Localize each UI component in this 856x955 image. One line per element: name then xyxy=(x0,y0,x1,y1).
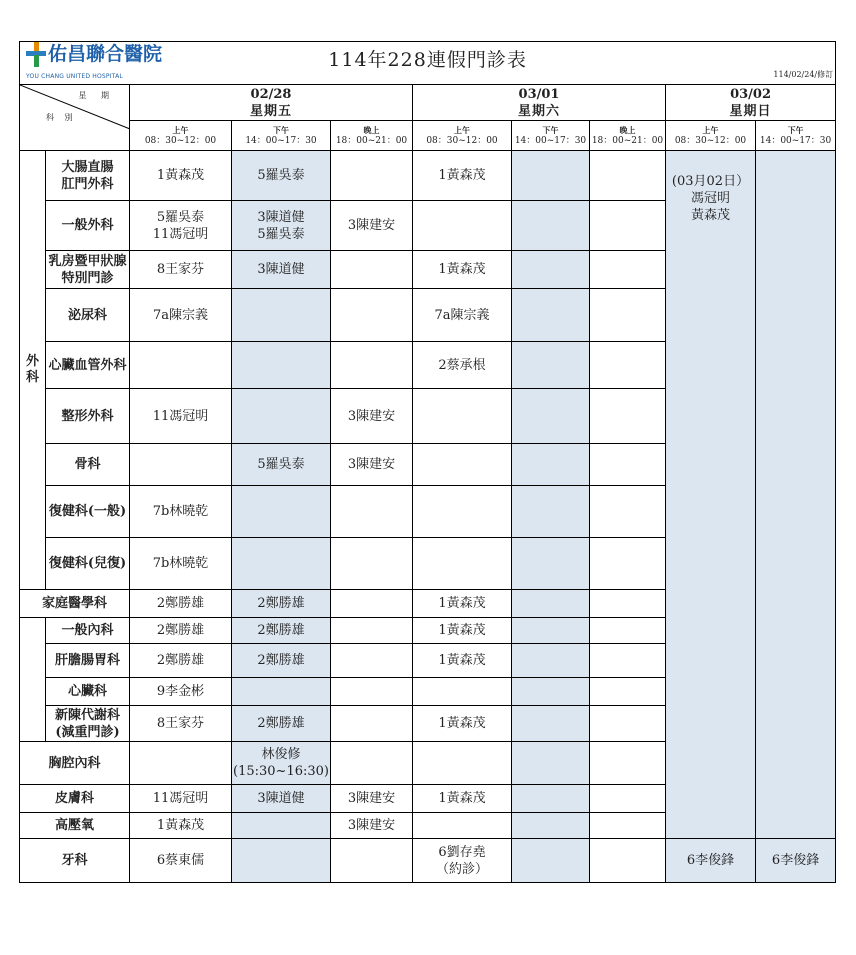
dept-name xyxy=(46,151,130,201)
schedule-cell-fri-pm xyxy=(232,389,331,444)
slot-header: 下午 14：00~17：30 xyxy=(232,121,331,151)
day-weekday: 星期六 xyxy=(517,103,560,119)
cell-text: 8王家芬 xyxy=(156,716,205,731)
dept-name xyxy=(20,785,130,813)
cell-text: 2鄭勝雄 xyxy=(156,653,205,668)
cell-text: 1黃森茂 xyxy=(438,791,486,806)
schedule-cell-sat-am xyxy=(413,289,512,342)
schedule-cell-fri-am xyxy=(130,389,232,444)
schedule-cell-sat-pm xyxy=(512,251,590,289)
cell-text: 黃森茂 xyxy=(690,208,730,223)
cell-text: 7b林曉乾 xyxy=(152,556,209,571)
cell-text: 特別門診 xyxy=(61,270,114,286)
schedule-cell-sat-ev xyxy=(590,618,666,644)
schedule-cell-fri-pm xyxy=(232,151,331,201)
cell-text: 3陳建安 xyxy=(347,408,396,424)
sunday-pm-cell xyxy=(756,151,836,839)
cell-text: 3陳道健 xyxy=(257,791,305,806)
cell-text: 7a陳宗義 xyxy=(434,307,490,323)
schedule-cell-fri-ev xyxy=(331,486,413,538)
schedule-cell-fri-am xyxy=(130,486,232,538)
cell-text: 林俊修 xyxy=(261,747,301,762)
sunday-am-note xyxy=(666,151,756,839)
schedule-cell-sat-ev xyxy=(590,151,666,201)
cell-text: 3陳建安 xyxy=(347,791,396,806)
schedule-cell-fri-am xyxy=(130,618,232,644)
cell-text: 5羅吳泰 xyxy=(156,209,205,225)
clinic-schedule-sheet xyxy=(19,41,835,877)
schedule-cell-fri-pm xyxy=(232,342,331,389)
cell-text: 11馮冠明 xyxy=(152,408,209,424)
schedule-cell-sat-ev xyxy=(590,538,666,590)
dept-name xyxy=(46,289,130,342)
dept-name xyxy=(46,706,130,742)
corner-weekday-label: 星 期 xyxy=(78,91,115,100)
cell-text: 3陳建安 xyxy=(347,457,396,472)
slot-header: 上午 08：30~12：00 xyxy=(130,121,232,151)
cell-text: 2鄭勝雄 xyxy=(156,596,205,611)
schedule-cell-sat-pm xyxy=(512,444,590,486)
cell-text: 泌尿科 xyxy=(67,307,107,323)
schedule-cell-fri-am xyxy=(130,706,232,742)
schedule-cell-fri-pm xyxy=(232,486,331,538)
schedule-cell-fri-pm xyxy=(232,706,331,742)
cell-text: 肝膽腸胃科 xyxy=(54,653,120,668)
schedule-cell-sat-pm xyxy=(512,742,590,785)
group-surgery xyxy=(20,151,46,590)
cell-text: 6蔡東儒 xyxy=(156,853,205,868)
cell-text: (減重門診) xyxy=(55,724,120,740)
schedule-cell-sat-pm xyxy=(512,389,590,444)
cell-text: 家庭醫學科 xyxy=(41,596,107,611)
day-weekday: 星期日 xyxy=(729,103,772,119)
cell-text: 1黃森茂 xyxy=(438,716,486,731)
slot-header: 下午 14：00~17：30 xyxy=(512,121,590,151)
schedule-cell-fri-am xyxy=(130,813,232,839)
schedule-cell-sat-ev xyxy=(590,742,666,785)
schedule-cell-fri-pm xyxy=(232,813,331,839)
cell-text: 2鄭勝雄 xyxy=(257,716,305,731)
schedule-cell-sat-pm xyxy=(512,289,590,342)
schedule-cell-sun-am xyxy=(666,839,756,883)
group-label: 外科 xyxy=(25,354,39,385)
day-date: 03/01 xyxy=(518,86,560,102)
schedule-cell-fri-am xyxy=(130,590,232,618)
dept-name xyxy=(46,251,130,289)
schedule-cell-fri-am xyxy=(130,839,232,883)
schedule-cell-sat-am xyxy=(413,251,512,289)
schedule-cell-sat-pm xyxy=(512,618,590,644)
cell-text: 3陳建安 xyxy=(347,218,396,233)
slot-header: 上午 08：30~12：00 xyxy=(666,121,756,151)
slot-header: 晚上 18：00~21：00 xyxy=(590,121,666,151)
schedule-cell-fri-ev xyxy=(331,785,413,813)
schedule-cell-fri-ev xyxy=(331,201,413,251)
cell-text: (03月02日） xyxy=(671,174,750,189)
schedule-cell-sat-pm xyxy=(512,644,590,678)
schedule-cell-fri-ev xyxy=(331,342,413,389)
cell-text: 2鄭勝雄 xyxy=(257,653,305,668)
slot-header: 晚上 18：00~21：00 xyxy=(331,121,413,151)
cell-text: 大腸直腸 xyxy=(61,159,114,175)
schedule-cell-fri-am xyxy=(130,538,232,590)
schedule-cell-sat-am xyxy=(413,151,512,201)
schedule-cell-fri-pm xyxy=(232,590,331,618)
schedule-cell-sat-am xyxy=(413,706,512,742)
schedule-cell-fri-ev xyxy=(331,618,413,644)
cell-text: 一般外科 xyxy=(61,218,114,233)
schedule-cell-fri-pm xyxy=(232,742,331,785)
cell-text: 新陳代謝科 xyxy=(54,707,120,723)
schedule-cell-fri-ev xyxy=(331,389,413,444)
cell-text: 肛門外科 xyxy=(61,176,114,192)
schedule-cell-sat-am xyxy=(413,644,512,678)
schedule-cell-sat-ev xyxy=(590,289,666,342)
cell-text: 11馮冠明 xyxy=(152,791,209,806)
schedule-cell-sat-ev xyxy=(590,785,666,813)
schedule-cell-fri-ev xyxy=(331,151,413,201)
cell-text: 1黃森茂 xyxy=(156,168,205,183)
group-internal xyxy=(20,618,46,742)
schedule-cell-fri-ev xyxy=(331,742,413,785)
cell-text: 復健科(兒復) xyxy=(48,556,127,571)
schedule-cell-fri-ev xyxy=(331,644,413,678)
dept-name xyxy=(46,678,130,706)
slot-header: 下午 14：00~17：30 xyxy=(756,121,836,151)
schedule-cell-sat-pm xyxy=(512,538,590,590)
schedule-cell-fri-am xyxy=(130,251,232,289)
page-title: 114年228連假門診表 xyxy=(328,49,527,71)
schedule-cell-fri-am xyxy=(130,644,232,678)
cell-text: 8王家芬 xyxy=(156,262,205,277)
dept-name xyxy=(20,590,130,618)
schedule-cell-fri-am xyxy=(130,678,232,706)
day-date: 02/28 xyxy=(250,86,292,102)
schedule-cell-sat-ev xyxy=(590,251,666,289)
cell-text: 2鄭勝雄 xyxy=(257,623,305,638)
schedule-cell-sat-ev xyxy=(590,201,666,251)
schedule-cell-sat-am xyxy=(413,342,512,389)
cell-text: 5羅吳泰 xyxy=(257,168,305,183)
schedule-cell-sat-ev xyxy=(590,644,666,678)
schedule-cell-sat-ev xyxy=(590,839,666,883)
schedule-cell-fri-am xyxy=(130,742,232,785)
cell-text: 乳房暨甲狀腺 xyxy=(48,253,127,269)
day-date: 03/02 xyxy=(730,86,772,102)
schedule-cell-sat-ev xyxy=(590,486,666,538)
dept-name xyxy=(46,538,130,590)
cell-text: 7a陳宗義 xyxy=(152,307,209,323)
schedule-cell-fri-am xyxy=(130,151,232,201)
schedule-cell-sat-am xyxy=(413,389,512,444)
schedule-cell-fri-ev xyxy=(331,678,413,706)
schedule-cell-sat-pm xyxy=(512,839,590,883)
cell-text: 心臟血管外科 xyxy=(48,357,127,373)
cell-text: 2蔡承根 xyxy=(438,357,486,373)
cell-text: 1黃森茂 xyxy=(156,818,205,833)
schedule-cell-fri-am xyxy=(130,342,232,389)
schedule-cell-sat-am xyxy=(413,486,512,538)
cell-text: 11馮冠明 xyxy=(152,226,209,242)
schedule-cell-sat-ev xyxy=(590,389,666,444)
schedule-cell-fri-ev xyxy=(331,251,413,289)
day-header-sun xyxy=(666,85,836,121)
schedule-cell-sat-pm xyxy=(512,678,590,706)
schedule-cell-sat-am xyxy=(413,785,512,813)
schedule-cell-fri-am xyxy=(130,785,232,813)
schedule-cell-fri-am xyxy=(130,444,232,486)
cell-text: 一般內科 xyxy=(61,623,114,638)
dept-name xyxy=(20,813,130,839)
schedule-cell-sat-pm xyxy=(512,151,590,201)
schedule-cell-sat-am xyxy=(413,742,512,785)
revision-date: 114/02/24/修訂 xyxy=(773,70,834,79)
cell-text: 1黃森茂 xyxy=(438,168,486,183)
schedule-cell-fri-pm xyxy=(232,444,331,486)
dept-name xyxy=(46,342,130,389)
cell-text: 1黃森茂 xyxy=(438,623,486,638)
schedule-cell-sat-am xyxy=(413,590,512,618)
schedule-cell-sat-pm xyxy=(512,813,590,839)
schedule-cell-sat-ev xyxy=(590,706,666,742)
cell-text: 5羅吳泰 xyxy=(257,457,305,472)
dept-name xyxy=(46,201,130,251)
cell-text: 5羅吳泰 xyxy=(257,226,305,242)
cell-text: 3陳建安 xyxy=(347,818,396,833)
dept-name xyxy=(20,839,130,883)
corner-header xyxy=(20,85,130,151)
schedule-cell-sat-am xyxy=(413,839,512,883)
cell-text: 胸腔內科 xyxy=(48,755,101,771)
cell-text: (15:30~16:30) xyxy=(233,764,329,779)
schedule-cell-sat-pm xyxy=(512,342,590,389)
schedule-cell-sat-ev xyxy=(590,813,666,839)
schedule-cell-sat-ev xyxy=(590,342,666,389)
schedule-cell-fri-ev xyxy=(331,538,413,590)
cell-text: 復健科(一般) xyxy=(48,504,127,519)
schedule-cell-sun-pm xyxy=(756,839,836,883)
schedule-body xyxy=(20,151,836,883)
cell-text: 心臟科 xyxy=(67,684,107,699)
schedule-cell-sat-pm xyxy=(512,201,590,251)
schedule-cell-fri-am xyxy=(130,289,232,342)
cell-text: 皮膚科 xyxy=(54,791,94,806)
cell-text: 2鄭勝雄 xyxy=(156,623,205,638)
logo-subtitle: YOU CHANG UNITED HOSPITAL xyxy=(26,73,123,80)
schedule-cell-sat-ev xyxy=(590,444,666,486)
cell-text: 6李俊鋒 xyxy=(771,853,820,868)
dept-name xyxy=(46,389,130,444)
schedule-cell-fri-ev xyxy=(331,590,413,618)
dept-name xyxy=(46,444,130,486)
cell-text: 1黃森茂 xyxy=(438,653,486,668)
day-header-fri xyxy=(130,85,413,121)
schedule-cell-sat-pm xyxy=(512,785,590,813)
schedule-cell-fri-am xyxy=(130,201,232,251)
schedule-cell-sat-pm xyxy=(512,590,590,618)
schedule-cell-sat-ev xyxy=(590,678,666,706)
schedule-cell-fri-ev xyxy=(331,289,413,342)
cell-text: 9李金彬 xyxy=(156,684,205,699)
schedule-cell-fri-pm xyxy=(232,678,331,706)
day-header-sat xyxy=(413,85,666,121)
schedule-cell-fri-pm xyxy=(232,644,331,678)
cell-text: 高壓氧 xyxy=(54,818,94,833)
dept-name xyxy=(46,486,130,538)
cell-text: （約診） xyxy=(435,861,488,877)
day-weekday: 星期五 xyxy=(249,103,292,119)
schedule-cell-sat-pm xyxy=(512,706,590,742)
cell-text: 馮冠明 xyxy=(690,191,730,206)
cell-text: 6劉存堯 xyxy=(438,844,486,860)
schedule-cell-fri-ev xyxy=(331,706,413,742)
cell-text: 1黃森茂 xyxy=(438,262,486,277)
table-row xyxy=(20,151,836,201)
logo-text: 佑昌聯合醫院 xyxy=(48,42,163,65)
schedule-cell-fri-ev xyxy=(331,444,413,486)
schedule-cell-sat-am xyxy=(413,618,512,644)
schedule-cell-fri-pm xyxy=(232,618,331,644)
schedule-cell-fri-pm xyxy=(232,201,331,251)
cell-text: 3陳道健 xyxy=(257,209,305,225)
cell-text: 3陳道健 xyxy=(257,262,305,277)
cell-text: 2鄭勝雄 xyxy=(257,596,305,611)
schedule-cell-fri-ev xyxy=(331,813,413,839)
schedule-cell-sat-ev xyxy=(590,590,666,618)
corner-dept-label: 科 別 xyxy=(46,113,77,122)
cell-text: 6李俊鋒 xyxy=(686,853,735,868)
dept-name xyxy=(46,618,130,644)
cell-text: 整形外科 xyxy=(61,408,114,424)
table-row xyxy=(20,839,836,883)
dept-name xyxy=(20,742,130,785)
schedule-cell-fri-pm xyxy=(232,251,331,289)
schedule-cell-sat-am xyxy=(413,538,512,590)
schedule-cell-sat-pm xyxy=(512,486,590,538)
schedule-cell-sat-am xyxy=(413,678,512,706)
schedule-cell-sat-am xyxy=(413,444,512,486)
cell-text: 骨科 xyxy=(74,457,101,472)
slot-header: 上午 08：30~12：00 xyxy=(413,121,512,151)
cell-text: 牙科 xyxy=(61,853,88,868)
schedule-table xyxy=(19,41,836,883)
schedule-cell-fri-pm xyxy=(232,289,331,342)
schedule-cell-sat-am xyxy=(413,201,512,251)
dept-name xyxy=(46,644,130,678)
cell-text: 1黃森茂 xyxy=(438,596,486,611)
schedule-cell-fri-pm xyxy=(232,785,331,813)
schedule-cell-fri-pm xyxy=(232,538,331,590)
schedule-cell-fri-ev xyxy=(331,839,413,883)
schedule-cell-sat-am xyxy=(413,813,512,839)
cell-text: 7b林曉乾 xyxy=(152,504,209,519)
schedule-cell-fri-pm xyxy=(232,839,331,883)
